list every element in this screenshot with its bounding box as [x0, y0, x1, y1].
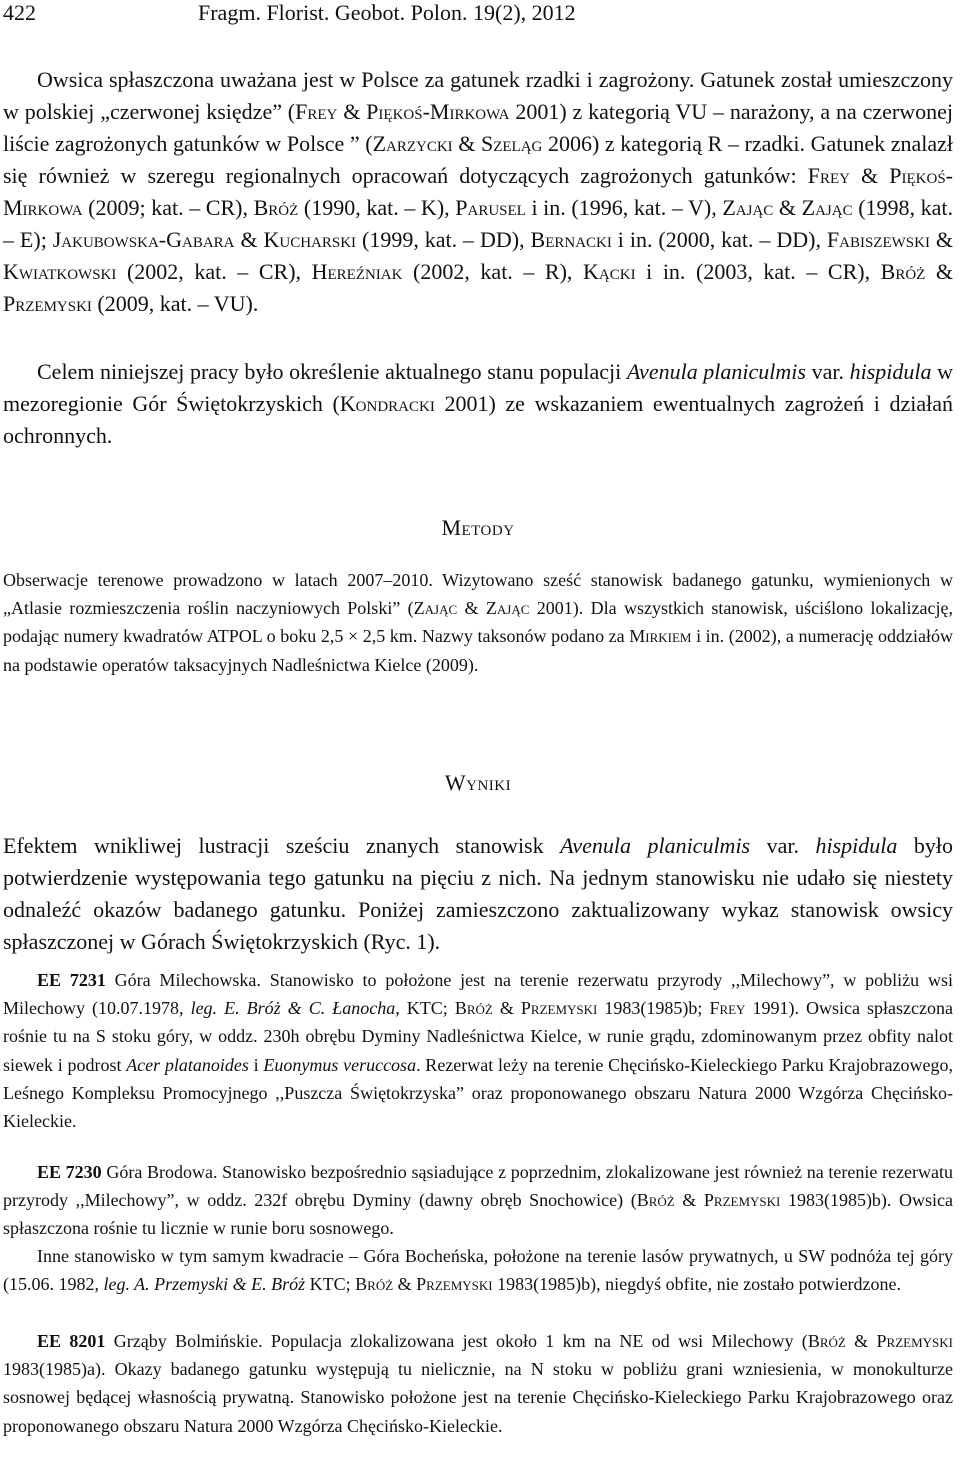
site-entry-ee8201: EE 8201 Grząby Bolmińskie. Populacja zlokalizowana jest około 1 km na NE od wsi Milechowy (Bróż & Przemyski 1983(1985)a). Okazy badanego gatunku występują tu nielicznie, na N stoku w pobliżu grani wzniesienia, w monokulturze sosnowej będącej własnością prywatną. Stanowisko położone jest na terenie Chęcińsko-Kieleckiego Parku Krajobrazowego oraz proponowanego obszaru Natura 2000 Wzgórza Chęcińsko-Kieleckie. [3, 1331, 953, 1436]
author-citation: Bernacki [530, 227, 612, 252]
species-name: Euonymus veruccosa [263, 1054, 417, 1075]
atpol-square-code: EE 7231 [37, 970, 106, 990]
author-citation: Frey & Piękoś-Mirkowa [295, 99, 510, 124]
species-name: Avenula planiculmis [626, 359, 806, 384]
author-citation: Frey [709, 998, 746, 1019]
page-number: 422 [3, 0, 36, 25]
author-citation: Kącki [583, 259, 636, 284]
other-site-paragraph: Inne stanowisko w tym samym kwadracie – Góra Bocheńska, położone na terenie lasów prywatnych, u SW podnóża tej góry (15.06. 1982, leg. A. Przemyski & E. Bróż KTC; Bróż & Przemyski 1983(1985)b), niegdyś obfite, nie zostało potwierdzone. [3, 1246, 953, 1295]
author-citation: Mirkiem [629, 626, 692, 647]
author-citation: Bróż & Przemyski [454, 998, 598, 1019]
author-citation: Zarzycki & Szeląg [372, 131, 543, 156]
author-citation: Fabiszewski & Kwiatkowski [3, 227, 953, 284]
collector-citation: leg. A. Przemyski & E. Bróż [103, 1274, 306, 1295]
species-name: Avenula planiculmis [560, 833, 751, 858]
species-name: Acer platanoides [126, 1054, 249, 1075]
section-heading-metody: Metody [441, 515, 515, 540]
author-citation: Zając & Zając [722, 195, 853, 220]
author-citation: Kondracki [339, 391, 435, 416]
variety-name: hispidula [849, 359, 932, 384]
author-citation: Frey & Piękoś-Mirkowa [3, 163, 953, 220]
author-citation: Hereźniak [311, 259, 403, 284]
author-citation: Bróż & Przemyski [807, 1331, 953, 1351]
intro-paragraph-aim: Celem niniejszej pracy było określenie aktualnego stanu populacji Avenula planiculmis var. hispidula w mezoregionie Gór Świętokrzyskich (Kondracki 2001) ze wskazaniem ewentualnych zagrożeń i działań ochronnych. [3, 359, 953, 448]
author-citation: Bróż [253, 195, 299, 220]
site-entry-ee7230: EE 7230 Góra Brodowa. Stanowisko bezpośrednio sąsiadujące z poprzednim, zlokalizowane jest również na terenie rezerwatu przyrody ,,Milechowy”, w oddz. 232f obrębu Dyminy (dawny obręb Snochowice) (Bróż & Przemyski 1983(1985)b). Owsica spłaszczona rośnie tu licznie w runie boru sosnowego. [3, 1162, 954, 1239]
journal-citation: Fragm. Florist. Geobot. Polon. 19(2), 2012 [198, 0, 576, 25]
site-entry-ee7231: EE 7231 Góra Milechowska. Stanowisko to położone jest na terenie rezerwatu przyrody ,,Milechowy”, w pobliżu wsi Milechowy (10.07.1978, leg. E. Bróż & C. Łanocha, KTC; Bróż & Przemyski 1983(1985)b; Frey 1991). Owsica spłaszczona rośnie tu na S stoku góry, w oddz. 230h obrębu Dyminy Nadleśnictwa Kielce, w runie grądu, zdominowanym przez obfity nalot siewek i podrost Acer platanoides i Euonymus veruccosa. Rezerwat leży na terenie Chęcińsko-Kieleckiego Parku Krajobrazowego, Leśnego Kompleksu Promocyjnego ,,Puszcza Świętokrzyska” oraz proponowanego obszaru Natura 2000 Wzgórza Chęcińsko-Kieleckie. [3, 970, 953, 1132]
author-citation: Bróż & Przemyski [636, 1190, 781, 1211]
atpol-square-code: EE 7230 [37, 1162, 102, 1182]
methods-paragraph: Obserwacje terenowe prowadzono w latach 2007–2010. Wizytowano sześć stanowisk badanego gatunku, wymienionych w „Atlasie rozmieszczenia roślin naczyniowych Polski” (Zając & Zając 2001). Dla wszystkich stanowisk, uściślono lokalizację, podając numery kwadratów ATPOL o boku 2,5 × 2,5 km. Nazwy taksonów podano za Mirkiem i in. (2002), a numerację oddziałów na podstawie operatów taksacyjnych Nadleśnictwa Kielce (2009). [3, 570, 953, 675]
author-citation: Bróż & Przemyski [3, 259, 954, 316]
author-citation: Parusel [455, 195, 526, 220]
author-citation: Bróż & Przemyski [355, 1274, 493, 1295]
author-citation: Zając & Zając [413, 598, 530, 619]
variety-name: hispidula [815, 833, 898, 858]
author-citation: Jakubowska-Gabara & Kucharski [52, 227, 357, 252]
atpol-square-code: EE 8201 [37, 1331, 106, 1351]
intro-paragraph-status: Owsica spłaszczona uważana jest w Polsce za gatunek rzadki i zagrożony. Gatunek został umieszczony w polskiej „czerwonej księdze” (Frey & Piękoś-Mirkowa 2001) z kategorią VU – narażony, a na czerwonej liście zagrożonych gatunków w Polsce ” (Zarzycki & Szeląg 2006) z kategorią R – rzadki. Gatunek znalazł się również w szeregu regionalnych opracowań dotyczących zagrożonych gatunków: Frey & Piękoś-Mirkowa (2009; kat. – CR), Bróż (1990, kat. – K), Parusel i in. (1996, kat. – V), Zając & Zając (1998, kat. – E); Jakubowska-Gabara & Kucharski (1999, kat. – DD), Bernacki i in. (2000, kat. – DD), Fabiszewski & Kwiatkowski (2002, kat. – CR), Hereźniak (2002, kat. – R), Kącki i in. (2003, kat. – CR), Bróż & Przemyski (2009, kat. – VU). [3, 67, 954, 316]
collector-citation: leg. E. Bróż & C. Łanocha [190, 998, 396, 1019]
section-heading-wyniki: Wyniki [444, 770, 512, 795]
results-intro-paragraph: Efektem wnikliwej lustracji sześciu znanych stanowisk Avenula planiculmis var. hispidula było potwierdzenie występowania tego gatunku na pięciu z nich. Na jednym stanowisku nie udało się niestety odnaleźć okazów badanego gatunku. Poniżej zamieszczono zaktualizowany wykaz stanowisk owsicy spłaszczonej w Górach Świętokrzyskich (Ryc. 1). [3, 833, 953, 954]
running-head [3, 0, 576, 26]
